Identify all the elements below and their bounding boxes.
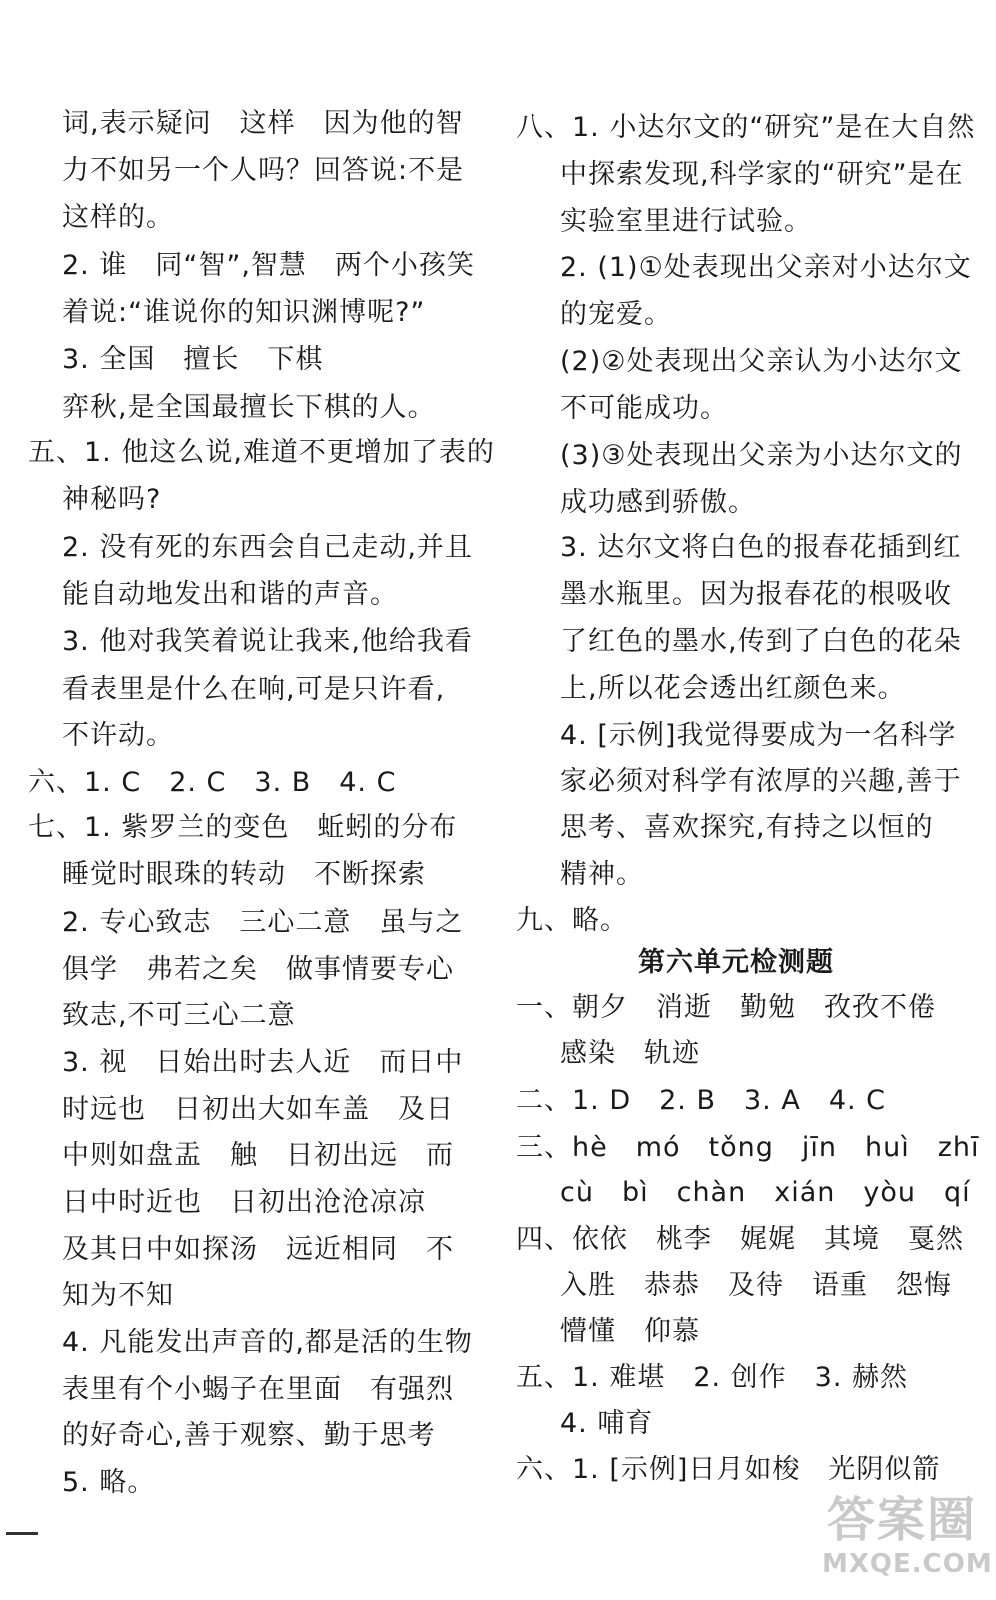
left-line-30: 5. 略。 xyxy=(62,1467,156,1498)
right-line-19: 第六单元检测题 xyxy=(638,947,834,978)
right-line-24: cù bì chàn xián yòu qí xyxy=(560,1177,971,1208)
right-line-11: 墨水瓶里。因为报春花的根吸收 xyxy=(560,579,952,610)
right-line-20: 一、朝夕 消逝 勤勉 孜孜不倦 xyxy=(516,992,936,1023)
left-line-4: 2. 谁 同“智”,智慧 两个小孩笑 xyxy=(62,250,475,281)
left-line-18: 2. 专心致志 三心二意 虽与之 xyxy=(62,907,464,938)
left-line-21: 3. 视 日始出时去人近 而日中 xyxy=(62,1047,464,1078)
left-line-14: 不许动。 xyxy=(62,720,174,751)
left-line-28: 表里有个小蝎子在里面 有强烈 xyxy=(62,1374,454,1405)
right-line-15: 家必须对科学有浓厚的兴趣,善于 xyxy=(560,766,962,797)
right-line-4: 2. (1)①处表现出父亲对小达尔文 xyxy=(560,252,972,283)
right-line-13: 上,所以花会透出红颜色来。 xyxy=(560,673,906,704)
right-line-27: 懵懂 仰慕 xyxy=(560,1316,700,1347)
left-line-11: 能自动地发出和谐的声音。 xyxy=(62,579,398,610)
left-line-7: 弈秋,是全国最擅长下棋的人。 xyxy=(62,392,436,423)
right-line-30: 六、1. [示例]日月如梭 光阴似箭 xyxy=(516,1454,941,1485)
right-line-8: (3)③处表现出父亲为小达尔文的 xyxy=(560,440,963,471)
right-line-26: 入胜 恭恭 及待 语重 怨悔 xyxy=(560,1270,952,1301)
left-line-13: 看表里是什么在响,可是只许看, xyxy=(62,674,446,705)
right-line-9: 成功感到骄傲。 xyxy=(560,487,756,518)
right-line-28: 五、1. 难堪 2. 创作 3. 赫然 xyxy=(516,1362,909,1393)
left-line-8: 五、1. 他这么说,难道不更增加了表的 xyxy=(28,437,495,468)
right-line-5: 的宠爱。 xyxy=(560,299,672,330)
watermark-top: 答案圈 xyxy=(826,1492,977,1548)
left-line-5: 着说:“谁说你的知识渊博呢?” xyxy=(62,297,426,328)
left-line-15: 六、1. C 2. C 3. B 4. C xyxy=(28,767,397,798)
watermark-logo xyxy=(822,1492,993,1588)
left-line-12: 3. 他对我笑着说让我来,他给我看 xyxy=(62,626,473,657)
left-line-6: 3. 全国 擅长 下棋 xyxy=(62,344,324,375)
left-line-23: 中则如盘盂 触 日初出远 而 xyxy=(62,1140,454,1171)
right-line-10: 3. 达尔文将白色的报春花插到红 xyxy=(560,532,962,563)
right-line-14: 4. [示例]我觉得要成为一名科学 xyxy=(560,720,957,751)
left-line-25: 及其日中如探汤 远近相同 不 xyxy=(62,1234,454,1265)
right-line-22: 二、1. D 2. B 3. A 4. C xyxy=(516,1085,887,1116)
left-line-16: 七、1. 紫罗兰的变色 蚯蚓的分布 xyxy=(28,812,458,843)
left-line-1: 词,表示疑问 这样 因为他的智 xyxy=(62,108,464,139)
left-line-22: 时远也 日初出大如车盖 及日 xyxy=(62,1094,454,1125)
right-line-2: 中探索发现,科学家的“研究”是在 xyxy=(560,159,964,190)
right-line-16: 思考、喜欢探究,有持之以恒的 xyxy=(560,812,934,843)
right-line-6: (2)②处表现出父亲认为小达尔文 xyxy=(560,346,963,377)
left-line-27: 4. 凡能发出声音的,都是活的生物 xyxy=(62,1327,473,1358)
left-line-3: 这样的。 xyxy=(62,202,174,233)
right-line-25: 四、依依 桃李 娓娓 其境 戛然 xyxy=(516,1224,964,1255)
watermark-bottom: MXQE.COM xyxy=(822,1549,993,1579)
right-line-21: 感染 轨迹 xyxy=(560,1038,700,1069)
page-footer-dash xyxy=(6,1532,38,1535)
right-line-7: 不可能成功。 xyxy=(560,393,728,424)
right-line-1: 八、1. 小达尔文的“研究”是在大自然 xyxy=(516,112,976,143)
right-line-3: 实验室里进行试验。 xyxy=(560,206,812,237)
left-line-26: 知为不知 xyxy=(62,1280,174,1311)
left-line-9: 神秘吗? xyxy=(62,484,162,515)
right-line-29: 4. 哺育 xyxy=(560,1408,654,1439)
left-line-17: 睡觉时眼珠的转动 不断探索 xyxy=(62,859,426,890)
left-line-10: 2. 没有死的东西会自己走动,并且 xyxy=(62,532,473,563)
left-line-29: 的好奇心,善于观察、勤于思考 xyxy=(62,1420,436,1451)
right-line-18: 九、略。 xyxy=(516,905,628,936)
right-line-12: 了红色的墨水,传到了白色的花朵 xyxy=(560,626,962,657)
left-line-20: 致志,不可三心二意 xyxy=(62,1000,296,1031)
right-line-23: 三、hè mó tǒng jīn huì zhī xyxy=(516,1132,980,1163)
left-line-2: 力不如另一个人吗？回答说:不是 xyxy=(62,155,465,186)
left-line-24: 日中时近也 日初出沧沧凉凉 xyxy=(62,1187,426,1218)
right-line-17: 精神。 xyxy=(560,859,644,890)
left-line-19: 俱学 弗若之矣 做事情要专心 xyxy=(62,954,454,985)
